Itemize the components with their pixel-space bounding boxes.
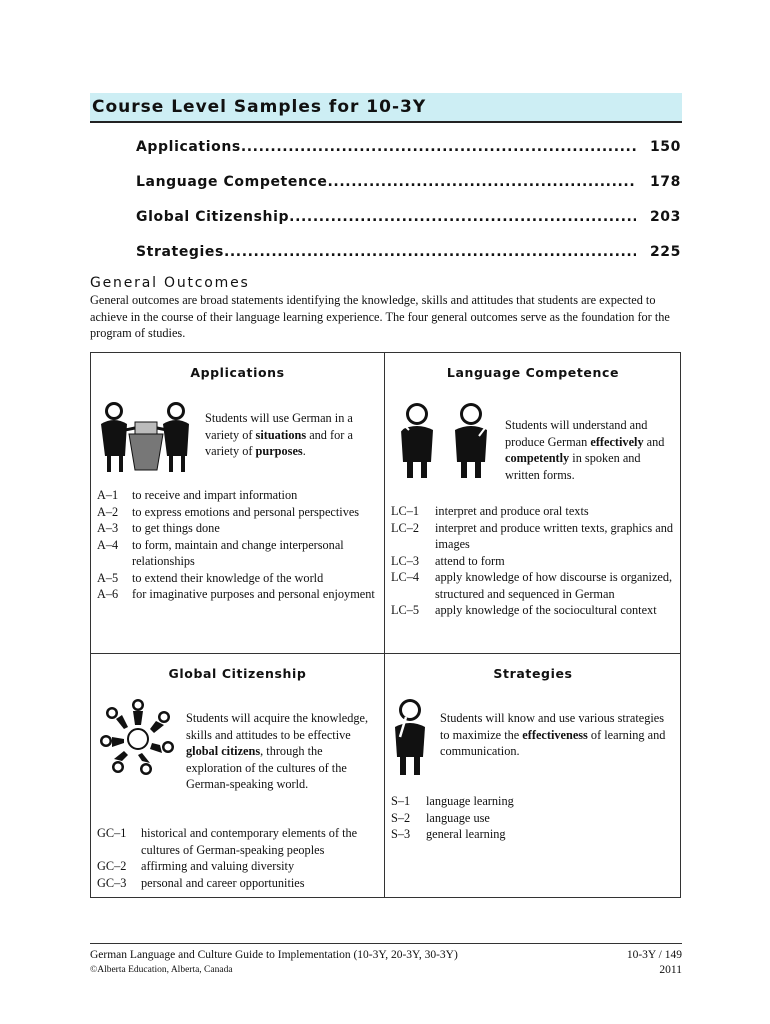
general-outcomes-heading: General Outcomes — [90, 275, 250, 291]
list-item: LC–4 apply knowledge of how discourse is organized, structured and sequenced in German — [391, 570, 673, 601]
toc-label: Global Citizenship — [136, 209, 290, 225]
list-item: LC–5 apply knowledge of the sociocultural context — [391, 603, 657, 617]
global-citizenship-heading: Global Citizenship — [168, 666, 307, 681]
footer-document-title: German Language and Culture Guide to Implementation (10-3Y, 20-3Y, 30-3Y) — [90, 949, 458, 961]
toc-leader — [328, 174, 636, 190]
list-item: A–1 to receive and impart information — [97, 488, 298, 502]
footer-copyright: ©Alberta Education, Alberta, Canada — [90, 965, 233, 975]
list-item: GC–1 historical and contemporary elements of the cultures of German-speaking peoples — [97, 826, 358, 857]
list-item: LC–2 interpret and produce written texts, graphics and images — [391, 520, 673, 551]
toc-leader — [289, 209, 636, 225]
toc-label: Language Competence — [136, 174, 328, 190]
toc-label: Applications — [136, 139, 241, 155]
toc-page: 150 — [649, 139, 681, 155]
general-outcomes-text: General outcomes are broad statements identifying the knowledge, skills and attitudes that students are expected to achieve in the course of their language learning experience. The four general outcomes serve as the foundation for the program of studies. — [90, 293, 670, 340]
page-number: 10-3Y / 149 — [626, 949, 682, 961]
language-competence-description: Students will understand and produce German effectively and competently in spoken and written forms. — [505, 418, 665, 482]
language-competence-list — [391, 503, 676, 619]
list-item: A–5 to extend their knowledge of the world — [97, 570, 324, 585]
applications-heading: Applications — [190, 365, 285, 380]
list-item: A–6 for imaginative purposes and personal enjoyment — [97, 587, 375, 601]
list-item: A–2 to express emotions and personal perspectives — [97, 504, 360, 519]
list-item: LC–3 attend to form — [391, 553, 505, 568]
list-item: LC–1 interpret and produce oral texts — [391, 504, 589, 518]
toc-row-applications[interactable] — [136, 139, 681, 155]
toc-page: 178 — [649, 174, 681, 190]
global-citizenship-list — [97, 825, 380, 891]
list-item: A–4 to form, maintain and change interpersonal relationships — [97, 537, 344, 568]
strategies-list — [391, 793, 676, 843]
toc-row-language-competence[interactable] — [136, 174, 681, 190]
applications-description: Students will use German in a variety of situations and for a variety of purposes. — [205, 411, 353, 458]
two-students-at-table-icon — [97, 398, 195, 474]
circle-of-people-icon — [100, 697, 176, 777]
footer-year: 2011 — [659, 964, 682, 976]
footer-rule — [90, 943, 682, 944]
strategies-description: Students will know and use various strategies to maximize the effectiveness of learning and communication. — [440, 711, 666, 758]
page-title: Course Level Samples for 10-3Y — [92, 97, 427, 117]
toc-row-global-citizenship[interactable] — [136, 209, 681, 225]
list-item: GC–2 affirming and valuing diversity — [97, 859, 295, 873]
language-competence-heading: Language Competence — [446, 365, 620, 380]
title-rule — [90, 121, 682, 123]
list-item: A–3 to get things done — [97, 521, 220, 535]
toc-label: Strategies — [136, 244, 224, 260]
toc-leader — [224, 244, 636, 260]
list-item: GC–3 personal and career opportunities — [97, 875, 305, 890]
toc-row-strategies[interactable] — [136, 244, 681, 260]
two-students-talking-icon — [395, 400, 495, 480]
toc-page: 225 — [649, 244, 681, 260]
list-item: S–3 general learning — [391, 827, 506, 841]
strategies-heading: Strategies — [493, 666, 573, 681]
list-item: S–2 language use — [391, 810, 490, 825]
grid-divider-vertical — [384, 352, 385, 898]
toc-page: 203 — [649, 209, 681, 225]
grid-divider-horizontal — [90, 653, 681, 654]
list-item: S–1 language learning — [391, 794, 514, 808]
footer-page-info — [602, 948, 682, 978]
applications-list — [97, 487, 380, 603]
student-thinking-icon — [392, 697, 428, 777]
global-citizenship-description: Students will acquire the knowledge, skills and attitudes to be effective global citizens, through the exploration of the cultures of the German-speaking world. — [186, 711, 369, 791]
toc-leader — [241, 139, 636, 155]
